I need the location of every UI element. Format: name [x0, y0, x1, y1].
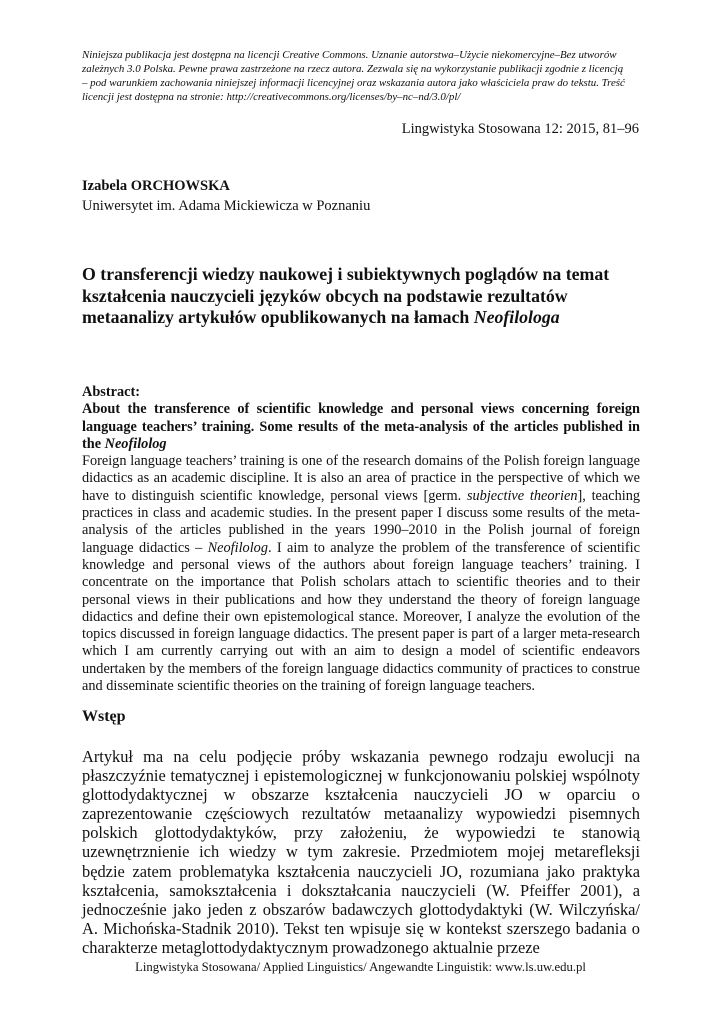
page-footer: Lingwistyka Stosowana/ Applied Linguistics/ Angewandte Linguistik: www.ls.uw.edu.pl — [135, 960, 586, 974]
license-line: – pod warunkiem zachowania niniejszej informacji licencyjnej oraz wskazania autora jako właściciela praw do tekstu. Treść — [82, 77, 625, 89]
journal-citation: Lingwistyka Stosowana 12: 2015, 81–96 — [401, 121, 639, 137]
abstract-text-1: Foreign language teachers’ training is one of the research domains of the Polish foreign language didactics as an academic discipline. It is also an area of practice in the perspective of which we have to distinguish scientific knowledge, personal views [germ. — [82, 453, 640, 504]
body-paragraph: Artykuł ma na celu podjęcie próby wskazania pewnego rodzaju ewolucji na płaszczyźnie tematycznej i epistemologicznej w funkcjonowaniu polskiej wspólnoty glottodydaktycznej w obszarze kształcenia nauczycieli JO w oparciu o zaprezentowanie częściowych rezultatów metaanalizy wypowiedzi pisemnych polskich glottodydaktyków, przy założeniu, że wypowiedzi te stanowią uzewnętrznienie ich wiedzy w tym zakresie. Przedmiotem mojej metarefleksji będzie zatem problematyka kształcenia nauczycieli JO, rozumiana jako praktyka kształcenia, samokształcenia i dokształcania nauczycieli (W. Pfeiffer 2001), a jednocześnie jako jeden z obszarów badawczych glottodydaktyki (W. Wilczyńska/ A. Michońska-Stadnik 2010). Tekst ten wpisuje się w kontekst szerszego badania o charakterze metaglottodydaktycznym prowadzonego aktualnie przeze — [82, 747, 640, 957]
abstract-italic-1: subjective theorien — [466, 487, 578, 504]
abstract-body — [82, 453, 640, 695]
section-heading: Wstęp — [82, 708, 126, 725]
article-title-main: O transferencji wiedzy naukowej i subiektywnych poglądów na temat kształcenia nauczycieli języków obcych na podstawie rezultatów metaanalizy artykułów opublikowanych na łamach — [82, 264, 610, 327]
article-title — [82, 264, 652, 329]
author-block — [82, 176, 370, 216]
abstract-title-main: About the transference of scientific knowledge and personal views concerning foreign language teachers’ training. Some results of the meta-analysis of the articles published in the — [82, 401, 640, 452]
author-name: Izabela ORCHOWSKA — [82, 178, 230, 194]
article-title-journal: Neofilologa — [473, 307, 560, 327]
abstract-title-journal: Neofilolog — [104, 435, 167, 452]
abstract-label: Abstract: — [82, 384, 140, 400]
author-affiliation: Uniwersytet im. Adama Mickiewicza w Poznaniu — [82, 198, 371, 214]
license-line: zależnych 3.0 Polska. Pewne prawa zastrzeżone na rzecz autora. Zezwala się na wykorzystanie publikacji zgodnie z licencją — [82, 63, 624, 75]
abstract — [82, 384, 640, 695]
abstract-italic-2: Neofilolog — [207, 539, 268, 556]
license-line: licencji jest dostępna na stronie: http://creativecommons.org/licenses/by–nc–nd/3.0/pl/ — [82, 91, 461, 103]
abstract-text-3: . I aim to analyze the problem of the transference of scientific knowledge and personal views of the authors about foreign language teachers’ training. I concentrate on the importance that Polish scholars attach to scientific theories and to their personal views in their publications and how they understand the theory of foreign language didactics and define their own epistemological stance. Moreover, I analyze the evolution of the topics discussed in foreign language didactics. The present paper is part of a larger meta-research which I am currently carrying out with an aim to design a model of scientific endeavors undertaken by the members of the foreign language didactics community of practices to construe and disseminate scientific theories on the training of foreign language teachers. — [82, 539, 640, 695]
license-line: Niniejsza publikacja jest dostępna na licencji Creative Commons. Uznanie autorstwa–Użycie niekomercyjne–Bez utworów — [82, 49, 617, 61]
abstract-text-2: ], teaching practices in class and academic studies. In the present paper I discuss some results of the meta-analysis of the articles published in the years 1990–2010 in the Polish journal of foreign language didactics – — [82, 487, 640, 556]
abstract-title — [82, 401, 640, 453]
license-notice — [82, 48, 642, 104]
